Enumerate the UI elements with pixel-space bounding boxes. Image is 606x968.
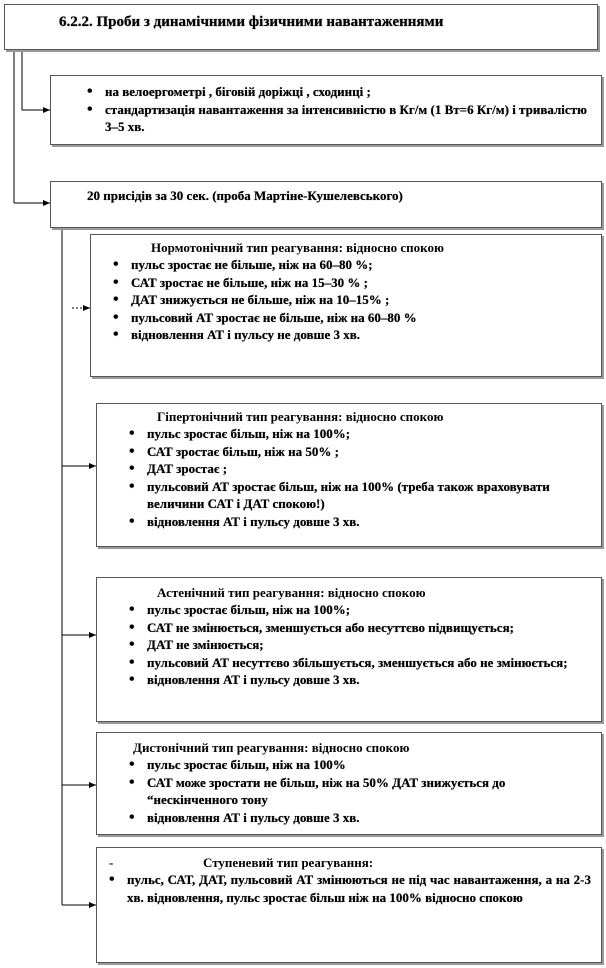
list-item: • пульс, САТ, ДАТ, пульсовий АТ змінюються не під час навантаження, а на 2-3 хв. відновлення, пульс зростає більш ніж на 100% відносно спокою xyxy=(97,871,591,906)
list-item: • пульс зростає більш, ніж на 100% xyxy=(117,756,585,774)
box-martine-test xyxy=(50,181,602,228)
dystonic-list xyxy=(97,756,601,826)
box-normotonic xyxy=(90,234,602,377)
box-equipment xyxy=(50,75,602,145)
list-item: • САТ може зростати не більш, ніж на 50% ДАТ знижується до “нескінченного тону xyxy=(117,774,585,809)
box-asthenic xyxy=(96,577,602,722)
list-item: • пульс зростає більш, ніж на 100%; xyxy=(117,601,585,619)
title-box xyxy=(4,4,598,50)
list-item: • відновлення АТ і пульсу довше 3 хв. xyxy=(117,809,585,827)
diagram-title: 6.2.2. Проби з динамічними фізичними навантаженнями xyxy=(59,14,444,30)
list-item: • САТ зростає більш, ніж на 50% ; xyxy=(117,443,561,461)
list-item: • відновлення АТ і пульсу не довше 3 хв. xyxy=(101,326,601,344)
list-item: • пульсовий АТ несуттєво збільшується, зменшується або не змінюється; xyxy=(117,654,585,672)
stepwise-heading-row xyxy=(97,854,601,871)
stepwise-heading: Ступеневий тип реагування: xyxy=(203,855,374,870)
hypertonic-heading: Гіпертонічний тип реагування: відносно спокою xyxy=(157,409,444,424)
list-item: • пульсовий АТ зростає не більше, ніж на 60–80 % xyxy=(101,309,601,327)
list-item: • САТ не змінюється, зменшується або несуттєво підвищується; xyxy=(117,619,585,637)
list-item: • стандартизація навантаження за інтенсивністю в Кг/м (1 Вт=6 Кг/м) і тривалістю 3–5 хв. xyxy=(75,101,601,136)
normotonic-list xyxy=(91,256,601,344)
list-item: • пульсовий АТ зростає більш, ніж на 100% (треба також враховувати величини САТ і ДАТ спокою!) xyxy=(117,478,561,513)
stepwise-dash: - xyxy=(109,855,114,870)
martine-test-label: 20 присідів за 30 сек. (проба Мартіне-Кушелевського) xyxy=(87,188,403,203)
box-hypertonic xyxy=(96,403,602,547)
list-item: • відновлення АТ і пульсу довше 3 хв. xyxy=(117,671,585,689)
dystonic-heading: Дистонічний тип реагування: відносно спокою xyxy=(133,740,410,755)
list-item: • ДАТ не змінюється; xyxy=(117,636,585,654)
asthenic-heading: Астенічний тип реагування: відносно спокою xyxy=(157,585,426,600)
stepwise-list xyxy=(97,871,601,906)
normotonic-heading: Нормотонічний тип реагування: відносно спокою xyxy=(151,240,444,255)
list-item: • САТ зростає не більше, ніж на 15–30 % ; xyxy=(101,274,601,292)
list-item: • пульс зростає більш, ніж на 100%; xyxy=(117,425,561,443)
list-item: • ДАТ знижується не більше, ніж на 10–15% ; xyxy=(101,291,601,309)
hypertonic-list xyxy=(97,425,601,530)
box-stepwise xyxy=(96,847,602,963)
box-dystonic xyxy=(96,732,602,835)
list-item: • ДАТ зростає ; xyxy=(117,460,561,478)
equipment-list xyxy=(51,83,601,136)
list-item: • пульс зростає не більше, ніж на 60–80 %; xyxy=(101,256,601,274)
asthenic-list xyxy=(97,601,601,689)
list-item: • відновлення АТ і пульсу довше 3 хв. xyxy=(117,513,561,531)
list-item: • на велоергометрі , біговій доріжці , сходинці ; xyxy=(75,83,601,101)
